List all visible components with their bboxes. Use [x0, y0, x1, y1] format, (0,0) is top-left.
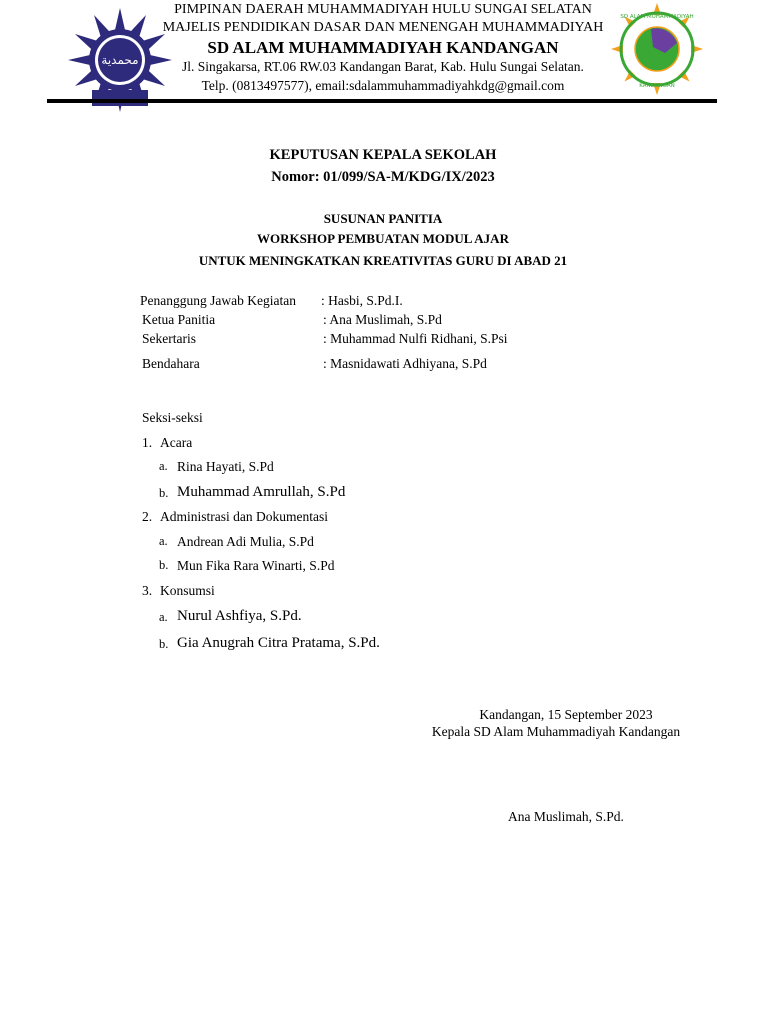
role-label: Bendahara [142, 356, 200, 371]
member-name: Mun Fika Rara Winarti, S.Pd [177, 558, 335, 573]
school-contact: Telp. (0813497577), email:sdalammuhammadiyahkdg@gmail.com [201, 78, 565, 93]
role-value: : Muhammad Nulfi Ridhani, S.Psi [323, 331, 508, 346]
letterhead-line2: MAJELIS PENDIDIKAN DASAR DAN MENENGAH MUHAMMADIYAH [162, 20, 604, 35]
section-name: Acara [160, 435, 193, 450]
member-letter: a. [159, 459, 168, 473]
section-number: 2. [142, 509, 153, 524]
section-number: 1. [142, 435, 153, 450]
member-name: Rina Hayati, S.Pd [177, 459, 274, 474]
svg-text:KANDANGAN: KANDANGAN [639, 83, 675, 89]
member-letter: a. [159, 610, 168, 624]
svg-text:SD ALAM MUHAMMADIYAH: SD ALAM MUHAMMADIYAH [620, 14, 694, 20]
member-letter: a. [159, 534, 168, 548]
role-label: Ketua Panitia [142, 312, 216, 327]
document-number: Nomor: 01/099/SA-M/KDG/IX/2023 [271, 169, 495, 185]
school-logo [610, 2, 704, 96]
signature-place-date: Kandangan, 15 September 2023 [479, 707, 653, 722]
school-name: SD ALAM MUHAMMADIYAH KANDANGAN [207, 38, 559, 57]
role-label: Sekertaris [142, 331, 196, 346]
role-value: : Ana Muslimah, S.Pd [323, 312, 442, 327]
school-address: Jl. Singakarsa, RT.06 RW.03 Kandangan Barat, Kab. Hulu Sungai Selatan. [182, 59, 584, 74]
role-value: : Masnidawati Adhiyana, S.Pd [323, 356, 487, 371]
signature-name: Ana Muslimah, S.Pd. [508, 809, 624, 824]
svg-text:محمدية: محمدية [101, 53, 139, 67]
member-letter: b. [159, 558, 169, 572]
signature-position: Kepala SD Alam Muhammadiyah Kandangan [431, 724, 681, 739]
document-heading: KEPUTUSAN KEPALA SEKOLAH [269, 147, 497, 163]
subject-line3: UNTUK MENINGKATKAN KREATIVITAS GURU DI ABAD 21 [198, 253, 568, 268]
section-name: Konsumsi [160, 583, 215, 598]
role-value: : Hasbi, S.Pd.I. [321, 293, 403, 308]
member-letter: b. [159, 637, 169, 651]
letterhead-line1: PIMPINAN DAERAH MUHAMMADIYAH HULU SUNGAI SELATAN [174, 2, 592, 17]
section-number: 3. [142, 583, 153, 598]
subject-line1: SUSUNAN PANITIA [323, 211, 443, 226]
letterhead-divider [47, 99, 717, 103]
role-label: Penanggung Jawab Kegiatan [140, 293, 296, 308]
member-name: Gia Anugrah Citra Pratama, S.Pd. [177, 635, 380, 651]
section-name: Administrasi dan Dokumentasi [160, 509, 328, 524]
subject-line2: WORKSHOP PEMBUATAN MODUL AJAR [257, 231, 509, 246]
member-letter: b. [159, 486, 169, 500]
member-name: Muhammad Amrullah, S.Pd [177, 484, 346, 500]
member-name: Andrean Adi Mulia, S.Pd [177, 534, 314, 549]
sections-heading: Seksi-seksi [142, 410, 203, 425]
member-name: Nurul Ashfiya, S.Pd. [177, 608, 302, 624]
